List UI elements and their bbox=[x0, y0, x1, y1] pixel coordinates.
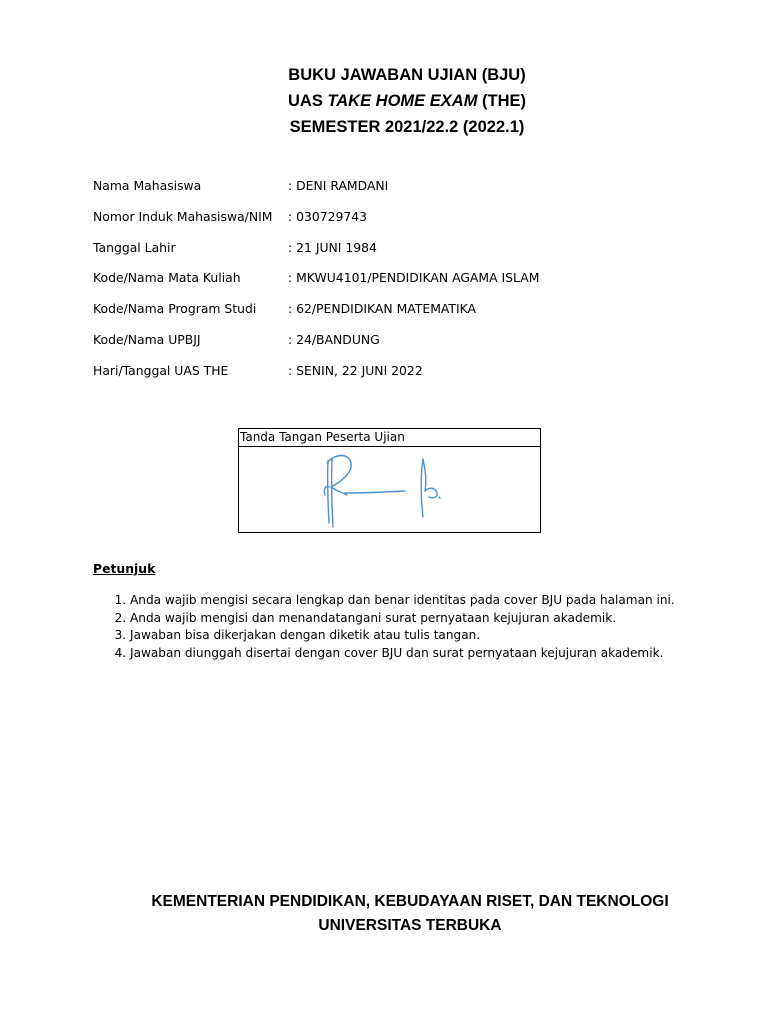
identity-row bbox=[93, 178, 653, 209]
instructions-heading: Petunjuk bbox=[93, 561, 156, 576]
title-line-2-prefix: UAS bbox=[287, 92, 328, 110]
identity-label: Hari/Tanggal UAS THE bbox=[93, 362, 229, 378]
identity-row bbox=[93, 301, 653, 332]
signature-header: Tanda Tangan Peserta Ujian bbox=[239, 429, 540, 447]
identity-value: : 62/PENDIDIKAN MATEMATIKA bbox=[288, 301, 477, 317]
identity-label: Nama Mahasiswa bbox=[93, 178, 202, 193]
identity-label: Kode/Nama Program Studi bbox=[93, 301, 257, 317]
identity-table bbox=[93, 178, 653, 394]
instructions-list bbox=[93, 592, 730, 662]
identity-row bbox=[93, 332, 653, 363]
list-item: 2. Anda wajib mengisi dan menandatangani surat pernyataan kejujuran akademik. bbox=[130, 610, 730, 628]
identity-value: : SENIN, 22 JUNI 2022 bbox=[288, 362, 423, 378]
identity-row bbox=[93, 240, 653, 271]
title-line-2-italic: TAKE HOME EXAM bbox=[327, 92, 478, 110]
title-line-1: BUKU JAWABAN UJIAN (BJU) bbox=[288, 66, 526, 84]
list-item: 1. Anda wajib mengisi secara lengkap dan benar identitas pada cover BJU pada halaman ini. bbox=[130, 592, 730, 610]
handwritten-signature bbox=[317, 449, 457, 531]
footer-institution bbox=[0, 890, 768, 938]
identity-label: Kode/Nama UPBJJ bbox=[93, 331, 201, 347]
footer-line-2: UNIVERSITAS TERBUKA bbox=[318, 917, 502, 934]
list-item: 4. Jawaban diunggah disertai dengan cover BJU dan surat pernyataan kejujuran akademik. bbox=[130, 645, 730, 663]
title-line-3: SEMESTER 2021/22.2 (2022.1) bbox=[289, 118, 525, 136]
title-line-2 bbox=[0, 88, 768, 114]
identity-row bbox=[93, 270, 653, 301]
identity-label: Tanggal Lahir bbox=[93, 239, 176, 255]
identity-row bbox=[93, 363, 653, 394]
identity-label: Nomor Induk Mahasiswa/NIM bbox=[93, 208, 273, 224]
signature-area bbox=[239, 447, 540, 532]
identity-label: Kode/Nama Mata Kuliah bbox=[93, 270, 241, 286]
list-item: 3. Jawaban bisa dikerjakan dengan diketik atau tulis tangan. bbox=[130, 627, 730, 645]
identity-value: : 030729743 bbox=[288, 208, 368, 224]
identity-value: : MKWU4101/PENDIDIKAN AGAMA ISLAM bbox=[288, 270, 540, 286]
title-line-2-suffix: (THE) bbox=[477, 92, 527, 110]
document-title bbox=[0, 62, 768, 140]
footer-line-1: KEMENTERIAN PENDIDIKAN, KEBUDAYAAN RISET, DAN TEKNOLOGI bbox=[151, 893, 669, 910]
identity-row bbox=[93, 209, 653, 240]
identity-value: : 24/BANDUNG bbox=[288, 331, 380, 347]
signature-box bbox=[238, 428, 541, 533]
identity-value: : DENI RAMDANI bbox=[288, 178, 389, 193]
identity-value: : 21 JUNI 1984 bbox=[288, 239, 377, 255]
